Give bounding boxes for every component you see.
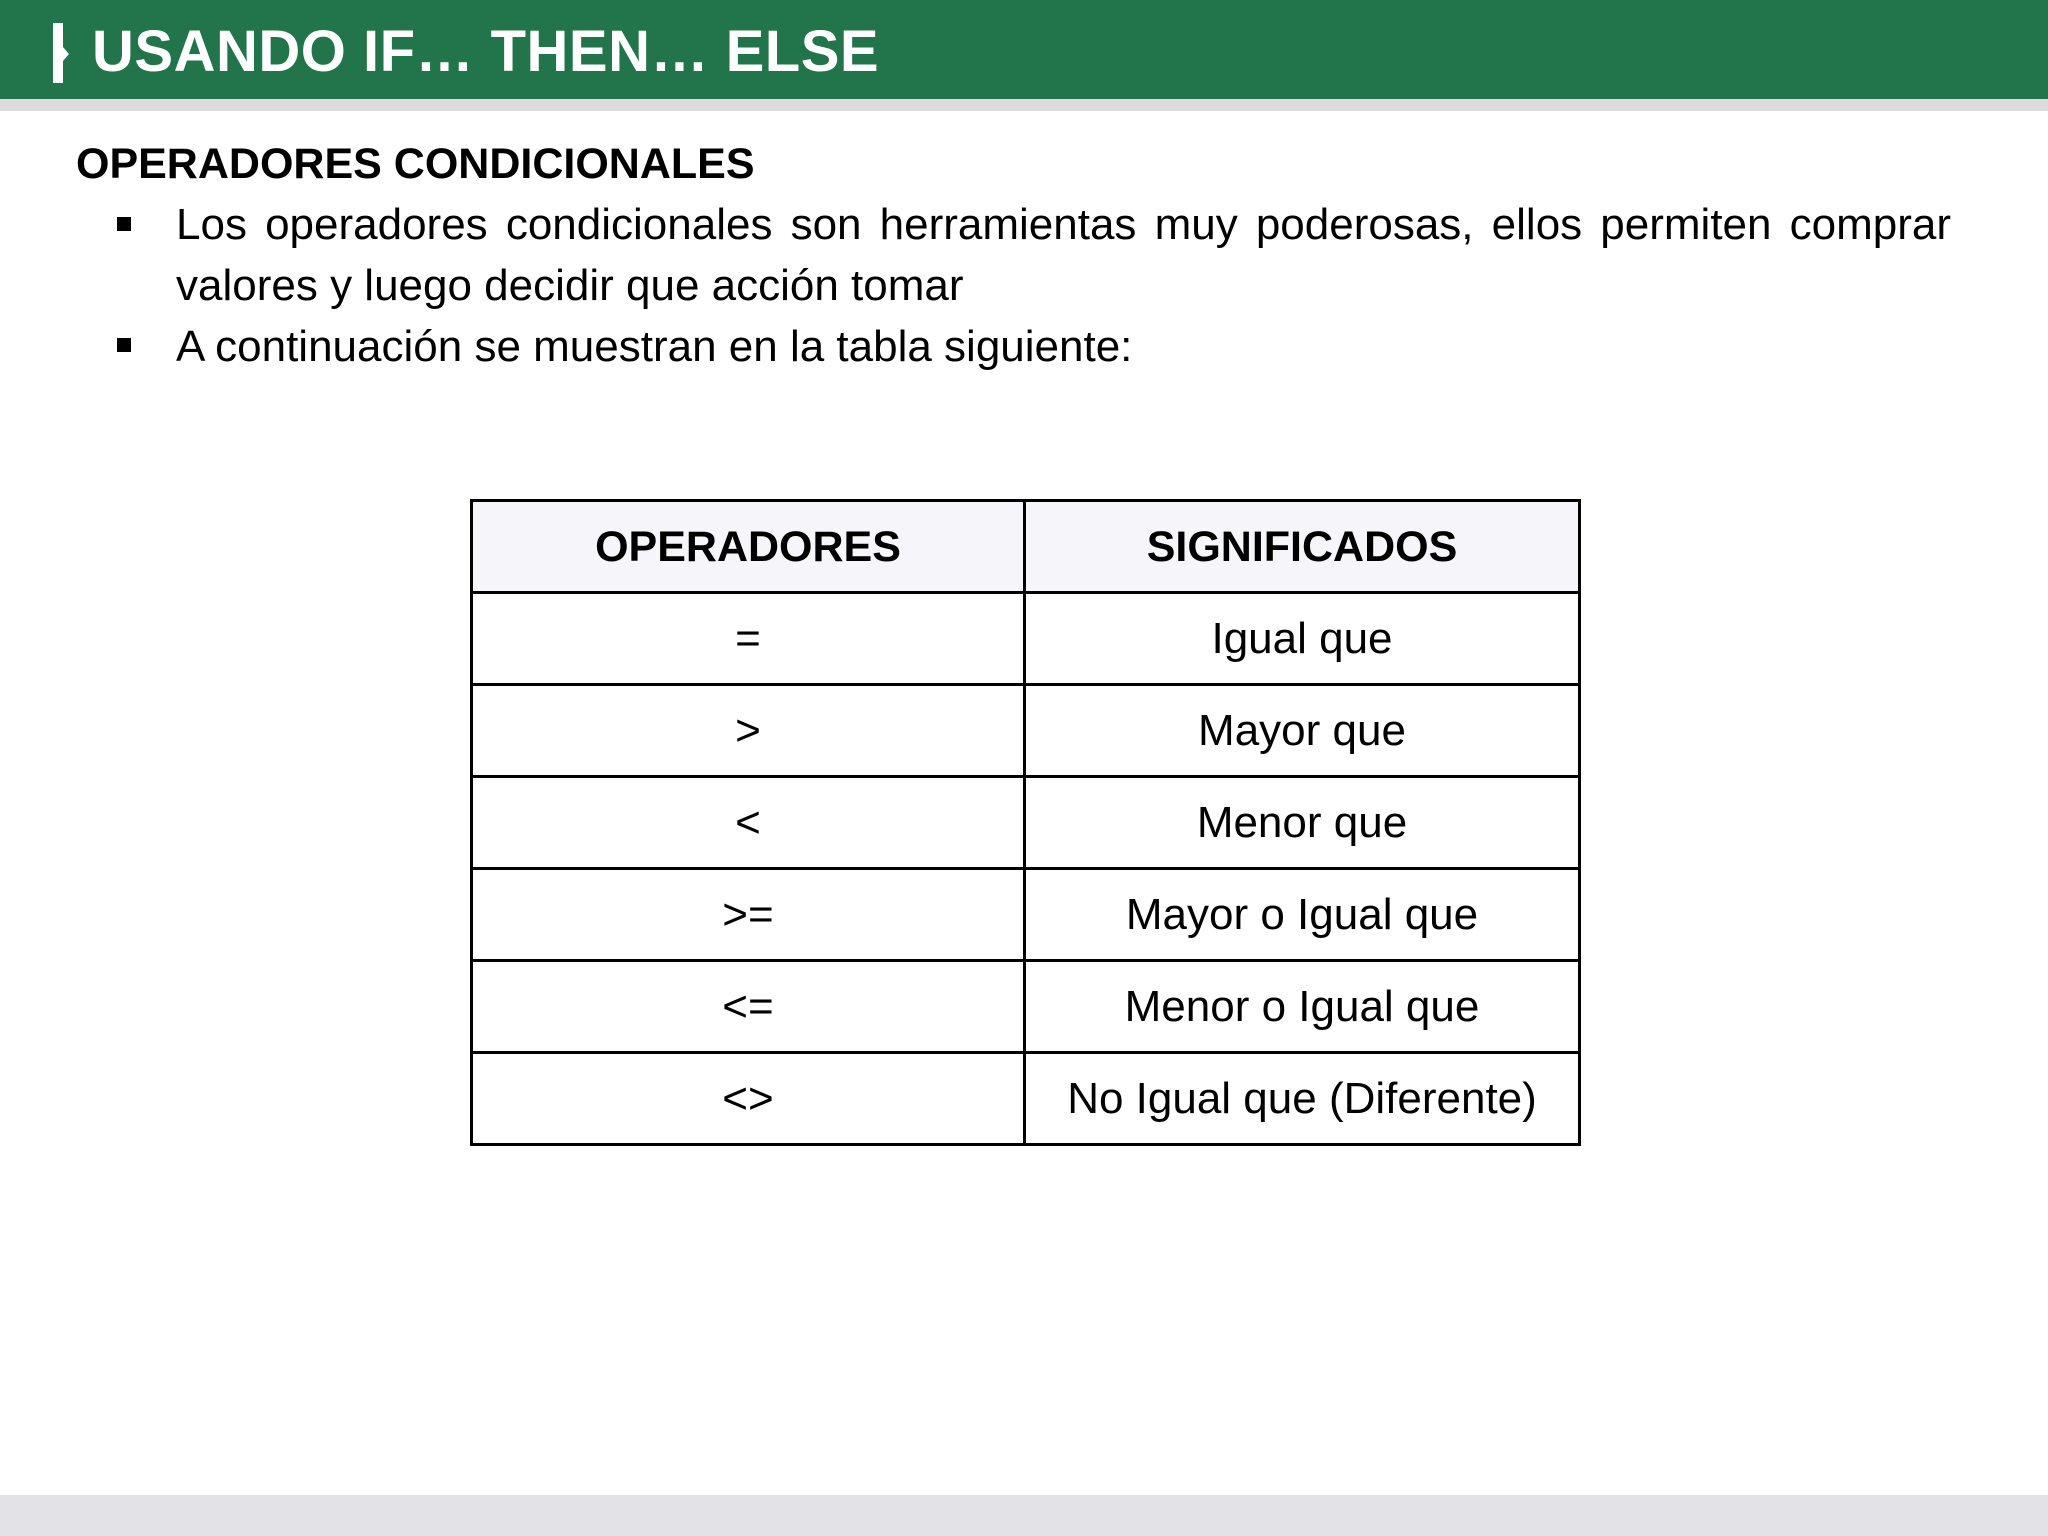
bullet-square-icon xyxy=(117,217,131,231)
bullet-text-1: Los operadores condicionales son herramientas muy poderosas, ellos permiten comprar valores y luego decidir que acción tomar xyxy=(176,200,1951,310)
slide-title: USANDO IF… THEN… ELSE xyxy=(92,19,880,84)
table-row xyxy=(472,869,1580,961)
meaning-cell: Menor o Igual que xyxy=(1025,961,1580,1053)
meaning-cell: No Igual que (Diferente) xyxy=(1025,1053,1580,1145)
operator-cell: < xyxy=(472,777,1025,869)
meaning-cell: Mayor que xyxy=(1025,685,1580,777)
operator-cell: = xyxy=(472,593,1025,685)
operator-cell: >= xyxy=(472,869,1025,961)
column-header-meanings: SIGNIFICADOS xyxy=(1025,501,1580,593)
section-heading: OPERADORES CONDICIONALES xyxy=(76,140,755,188)
table-row xyxy=(472,777,1580,869)
footer-bar xyxy=(0,1495,2048,1536)
meaning-cell: Igual que xyxy=(1025,593,1580,685)
operators-table xyxy=(470,499,1581,1146)
meaning-cell: Mayor o Igual que xyxy=(1025,869,1580,961)
table-row xyxy=(472,593,1580,685)
title-marker-notch-icon xyxy=(63,47,69,61)
bullet-square-icon xyxy=(117,338,131,352)
operator-cell: > xyxy=(472,685,1025,777)
table-row xyxy=(472,961,1580,1053)
table-header-row xyxy=(472,501,1580,593)
operator-cell: <> xyxy=(472,1053,1025,1145)
title-marker-icon xyxy=(53,23,63,83)
table-row xyxy=(472,1053,1580,1145)
bullet-text-2: A continuación se muestran en la tabla siguiente: xyxy=(176,322,1133,371)
meaning-cell: Menor que xyxy=(1025,777,1580,869)
title-bar-underline xyxy=(0,99,2048,111)
operator-cell: <= xyxy=(472,961,1025,1053)
table-row xyxy=(472,685,1580,777)
column-header-operators: OPERADORES xyxy=(472,501,1025,593)
